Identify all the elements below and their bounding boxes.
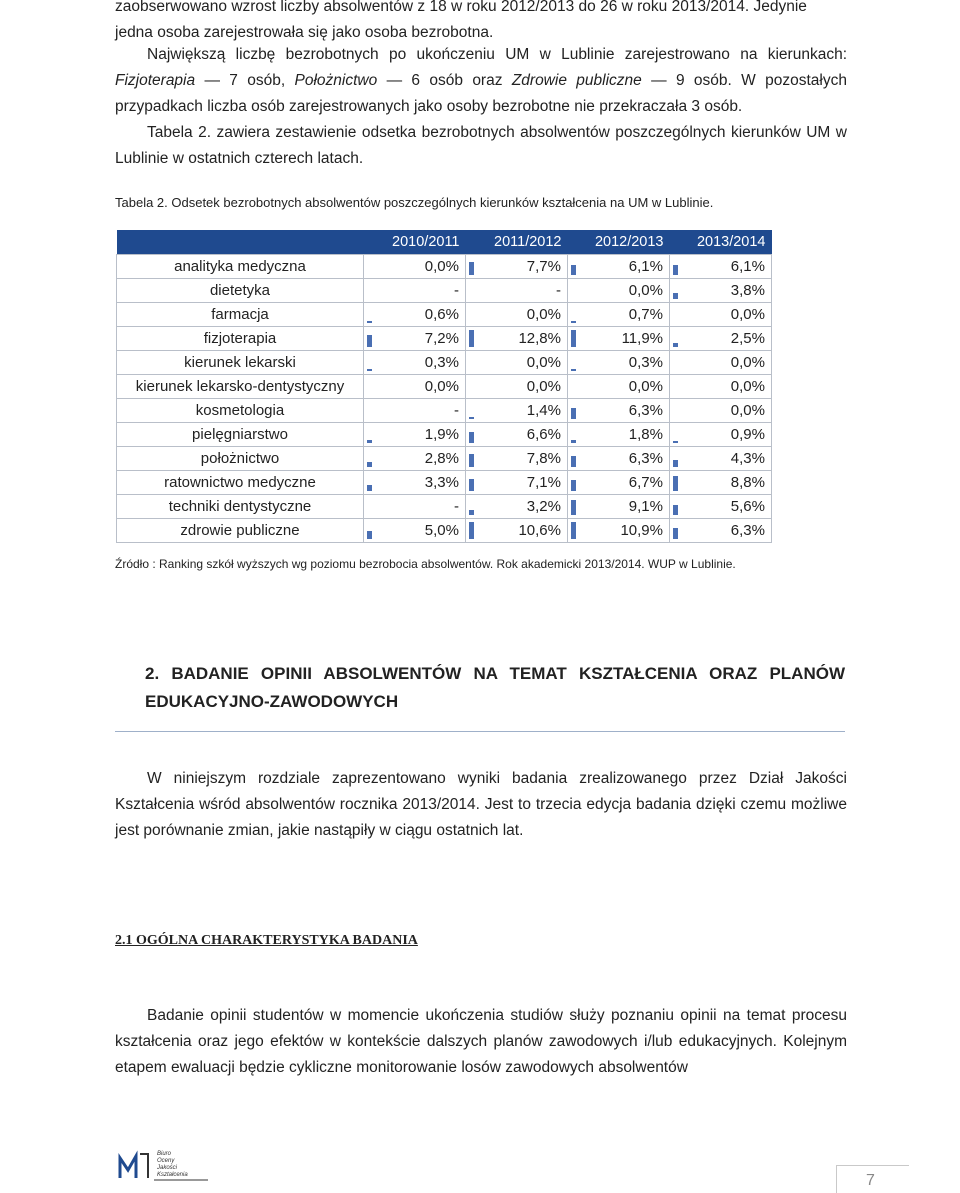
unemployment-table: [116, 230, 772, 543]
value-text: 6,3%: [628, 402, 663, 419]
value-text: 0,0%: [526, 306, 561, 323]
data-bar: [571, 500, 576, 515]
table-row: [117, 255, 772, 279]
value-cell: [364, 351, 466, 375]
value-text: 0,0%: [526, 354, 561, 371]
table-row: [117, 471, 772, 495]
row-label: techniki dentystyczne: [117, 495, 364, 519]
row-label: kierunek lekarski: [117, 351, 364, 375]
table-header-cell: 2013/2014: [670, 230, 772, 255]
table-row: [117, 303, 772, 327]
logo-line: Biuro: [157, 1151, 172, 1157]
paragraph-section-intro: W niniejszym rozdziale zaprezentowano wyniki badania zrealizowanego przez Dział Jakości Kształcenia wśród absolwentów rocznika 2013/2014. Jest to trzecia edycja badania dzięki czemu możliwe jest porównanie zmian, jakie nastąpiły w ciągu ostatnich lat.: [115, 770, 847, 839]
value-cell: [466, 255, 568, 279]
table-row: [117, 423, 772, 447]
value-text: 2,5%: [730, 330, 765, 347]
value-text: 7,8%: [526, 450, 561, 467]
row-label: pielęgniarstwo: [117, 423, 364, 447]
value-text: 11,9%: [621, 330, 663, 347]
value-text: 0,0%: [628, 378, 663, 395]
value-cell: [364, 423, 466, 447]
value-cell: [364, 519, 466, 543]
value-text: 6,1%: [628, 258, 663, 275]
text-segment: Największą liczbę bezrobotnych po ukończeniu UM w Lublinie zarejestrowano na kierunkach:: [147, 46, 847, 63]
row-label: analityka medyczna: [117, 255, 364, 279]
value-cell: [568, 279, 670, 303]
text-italic-zdrowie: Zdrowie publiczne: [511, 72, 642, 89]
table-header-cell: 2010/2011: [364, 230, 466, 255]
value-cell: [670, 423, 772, 447]
table-row: [117, 375, 772, 399]
data-bar: [673, 441, 678, 443]
data-bar: [469, 262, 474, 275]
data-bar: [571, 522, 576, 539]
data-bar: [673, 343, 678, 347]
value-cell: [568, 351, 670, 375]
value-text: -: [454, 282, 459, 299]
value-text: 5,0%: [424, 522, 459, 539]
value-text: 4,3%: [730, 450, 765, 467]
value-text: 2,8%: [424, 450, 459, 467]
text-italic-poloznictwo: Położnictwo: [294, 72, 378, 89]
value-text: -: [454, 498, 459, 515]
paragraph-table-intro: Tabela 2. zawiera zestawienie odsetka bezrobotnych absolwentów poszczególnych kierunków UM w Lublinie w ostatnich czterech latach.: [115, 124, 847, 167]
value-cell: [466, 471, 568, 495]
data-bar: [367, 335, 372, 347]
table-row: [117, 519, 772, 543]
value-text: -: [556, 282, 561, 299]
data-bar: [673, 460, 678, 467]
value-cell: [568, 375, 670, 399]
value-text: 8,8%: [730, 474, 765, 491]
value-text: 6,3%: [628, 450, 663, 467]
value-text: 0,0%: [526, 378, 561, 395]
value-cell: [670, 519, 772, 543]
value-cell: [466, 351, 568, 375]
logo-line: Oceny: [157, 1158, 175, 1164]
data-bar: [469, 510, 474, 515]
data-bar: [571, 369, 576, 371]
table-row: [117, 447, 772, 471]
value-cell: [466, 423, 568, 447]
data-bar: [571, 265, 576, 275]
value-text: 1,9%: [424, 426, 459, 443]
value-text: 0,9%: [730, 426, 765, 443]
value-text: 6,7%: [628, 474, 663, 491]
value-text: 0,6%: [424, 306, 459, 323]
data-bar: [469, 522, 474, 539]
data-bar: [469, 454, 474, 467]
data-bar: [571, 480, 576, 491]
table-row: [117, 327, 772, 351]
data-bar: [469, 330, 474, 347]
value-cell: [568, 303, 670, 327]
value-text: 0,3%: [628, 354, 663, 371]
value-cell: [364, 447, 466, 471]
data-bar: [367, 462, 372, 467]
value-text: 5,6%: [730, 498, 765, 515]
table-row: [117, 351, 772, 375]
value-text: 0,0%: [628, 282, 663, 299]
row-label: kierunek lekarsko-dentystyczny: [117, 375, 364, 399]
value-cell: [364, 495, 466, 519]
value-cell: [670, 279, 772, 303]
data-bar: [571, 456, 576, 467]
value-text: 7,7%: [526, 258, 561, 275]
data-bar: [571, 440, 576, 443]
value-cell: [670, 375, 772, 399]
value-text: 9,1%: [628, 498, 663, 515]
data-bar: [571, 408, 576, 419]
value-text: 0,7%: [628, 306, 663, 323]
logo-line: Kształcenia: [157, 1172, 188, 1178]
value-cell: [670, 327, 772, 351]
value-cell: [364, 399, 466, 423]
value-cell: [670, 495, 772, 519]
table-header-cell: 2011/2012: [466, 230, 568, 255]
row-label: położnictwo: [117, 447, 364, 471]
value-cell: [364, 255, 466, 279]
value-text: 1,8%: [628, 426, 663, 443]
value-text: 7,2%: [424, 330, 459, 347]
table-row: [117, 399, 772, 423]
table-row: [117, 279, 772, 303]
text-segment: — 7 osób,: [195, 72, 295, 89]
table-caption: Tabela 2. Odsetek bezrobotnych absolwentów poszczególnych kierunków kształcenia na UM w Lublinie.: [115, 195, 714, 210]
heading-underline: [115, 731, 845, 732]
value-cell: [670, 303, 772, 327]
value-cell: [466, 495, 568, 519]
value-cell: [466, 399, 568, 423]
value-text: 0,0%: [730, 354, 765, 371]
value-cell: [364, 303, 466, 327]
table-header-row: [117, 230, 772, 255]
data-bar: [571, 330, 576, 347]
value-text: 0,0%: [730, 402, 765, 419]
value-text: -: [454, 402, 459, 419]
value-cell: [670, 399, 772, 423]
section-heading: 2. BADANIE OPINII ABSOLWENTÓW NA TEMAT KSZTAŁCENIA ORAZ PLANÓW EDUKACYJNO-ZAWODOWYCH: [145, 664, 845, 711]
row-label: ratownictwo medyczne: [117, 471, 364, 495]
paragraph-intro: [115, 0, 847, 46]
value-text: 0,0%: [730, 378, 765, 395]
value-cell: [568, 327, 670, 351]
text-segment: — 6 osób oraz: [377, 72, 512, 89]
value-text: 7,1%: [526, 474, 561, 491]
value-cell: [670, 471, 772, 495]
value-text: 6,1%: [730, 258, 765, 275]
value-cell: [568, 447, 670, 471]
data-bar: [367, 321, 372, 323]
table-header-cell: [117, 230, 364, 255]
data-bar: [367, 485, 372, 491]
data-bar: [469, 479, 474, 491]
value-cell: [568, 519, 670, 543]
value-cell: [568, 399, 670, 423]
value-cell: [670, 351, 772, 375]
value-cell: [466, 327, 568, 351]
value-cell: [466, 279, 568, 303]
value-cell: [364, 279, 466, 303]
value-cell: [466, 375, 568, 399]
value-text: 3,2%: [526, 498, 561, 515]
data-bar: [673, 265, 678, 275]
data-bar: [469, 432, 474, 443]
value-cell: [466, 303, 568, 327]
logo-line: Jakości: [157, 1165, 178, 1171]
value-cell: [568, 255, 670, 279]
table-source: Źródło : Ranking szkół wyższych wg poziomu bezrobocia absolwentów. Rok akademicki 2013/2014. WUP w Lublinie.: [115, 557, 736, 571]
value-text: 0,0%: [424, 258, 459, 275]
row-label: farmacja: [117, 303, 364, 327]
value-cell: [364, 375, 466, 399]
paragraph-subsection-intro: Badanie opinii studentów w momencie ukończenia studiów służy poznaniu opinii na temat procesu kształcenia oraz jego efektów w kontekście dalszych planów zawodowych i/lub edukacyjnych. Kolejnym etapem ewaluacji będzie cykliczne monitorowanie losów zawodowych absolwentów: [115, 1007, 847, 1076]
paragraph-unemployment: [115, 42, 847, 120]
row-label: kosmetologia: [117, 399, 364, 423]
data-bar: [673, 528, 678, 539]
value-text: 6,3%: [730, 522, 765, 539]
value-text: 1,4%: [526, 402, 561, 419]
page-number: 7: [866, 1172, 875, 1189]
row-label: fizjoterapia: [117, 327, 364, 351]
data-bar: [367, 369, 372, 371]
text-segment: — 9 osób. W pozostałych przypadkach liczba osób zarejestrowanych jako osoby bezrobotne nie przekraczała 3 osób.: [115, 72, 847, 115]
value-text: 3,8%: [730, 282, 765, 299]
value-text: 0,0%: [424, 378, 459, 395]
value-cell: [466, 519, 568, 543]
data-bar: [571, 321, 576, 323]
value-text: 10,6%: [518, 522, 561, 539]
data-bar: [367, 531, 372, 540]
value-text: 0,0%: [730, 306, 765, 323]
logo-text: [157, 1151, 188, 1179]
paragraph-intro-line1: zaobserwowano wzrost liczby absolwentów z 18 w roku 2012/2013 do 26 w roku 2013/2014. Jedynie: [115, 0, 807, 15]
data-bar: [673, 293, 678, 299]
data-bar: [469, 417, 474, 419]
value-text: 10,9%: [620, 522, 663, 539]
table-row: [117, 495, 772, 519]
data-bar: [673, 505, 678, 515]
paragraph-intro-line2: jedna osoba zarejestrowała się jako osoba bezrobotna.: [115, 24, 494, 41]
data-bar: [673, 476, 678, 491]
value-cell: [670, 447, 772, 471]
value-cell: [670, 255, 772, 279]
value-cell: [364, 327, 466, 351]
value-text: 12,8%: [518, 330, 561, 347]
value-cell: [364, 471, 466, 495]
value-text: 3,3%: [424, 474, 459, 491]
text-italic-fizjoterapia: Fizjoterapia: [115, 72, 196, 89]
subsection-heading: 2.1 OGÓLNA CHARAKTERYSTYKA BADANIA: [115, 933, 418, 948]
row-label: zdrowie publiczne: [117, 519, 364, 543]
value-text: 0,3%: [424, 354, 459, 371]
value-text: 6,6%: [526, 426, 561, 443]
data-bar: [367, 440, 372, 443]
row-label: dietetyka: [117, 279, 364, 303]
value-cell: [568, 423, 670, 447]
table-header-cell: 2012/2013: [568, 230, 670, 255]
value-cell: [568, 471, 670, 495]
value-cell: [466, 447, 568, 471]
value-cell: [568, 495, 670, 519]
